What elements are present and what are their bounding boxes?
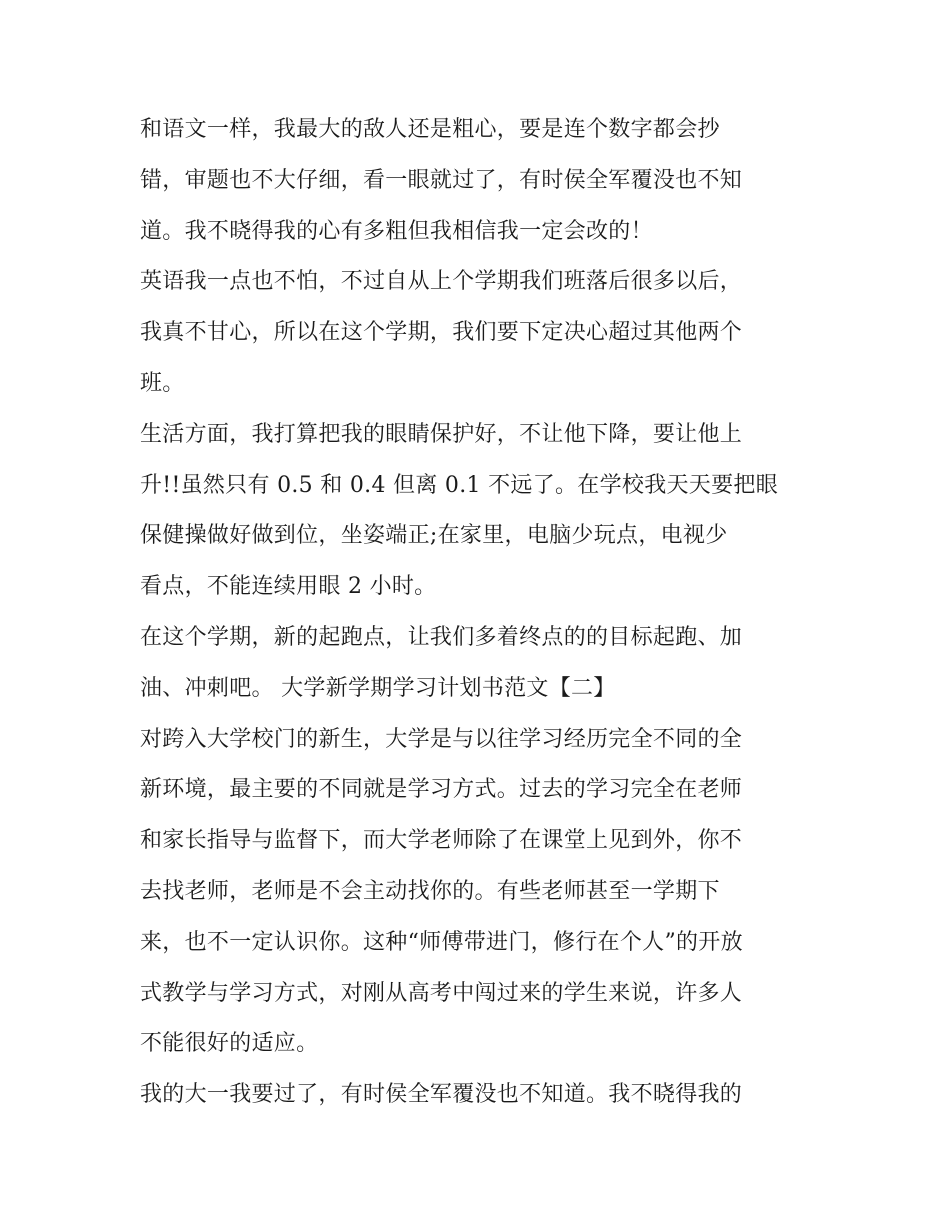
text-line: 升!!虽然只有 0.5 和 0.4 但离 0.1 不远了。在学校我天天要把眼 (140, 472, 779, 498)
text-line: 来，也不一定认识你。这种“师傅带进门，修行在个人”的开放 (140, 929, 743, 955)
text-line: 我真不甘心，所以在这个学期，我们要下定决心超过其他两个 (140, 320, 743, 346)
text-line: 和语文一样，我最大的敌人还是粗心，要是连个数字都会抄 (140, 117, 720, 142)
text-line: 式教学与学习方式，对刚从高考中闯过来的学生来说，许多人 (140, 980, 743, 1006)
text-line: 我的大一我要过了，有时侯全军覆没也不知道。我不晓得我的 (140, 1082, 743, 1108)
text-line: 不能很好的适应。 (140, 1031, 319, 1057)
text-line: 新环境，最主要的不同就是学习方式。过去的学习完全在老师 (140, 777, 743, 803)
text-line: 生活方面，我打算把我的眼睛保护好，不让他下降，要让他上 (140, 421, 743, 447)
text-line: 保健操做好做到位，坐姿端正;在家里，电脑少玩点，电视少 (140, 523, 728, 549)
text-line: 道。我不晓得我的心有多粗但我相信我一定会改的！ (140, 218, 653, 244)
text-line: 看点，不能连续用眼 2 小时。 (140, 574, 437, 600)
text-line: 英语我一点也不怕，不过自从上个学期我们班落后很多以后， (140, 269, 743, 295)
text-line: 错，审题也不大仔细，看一眼就过了，有时侯全军覆没也不知 (140, 167, 743, 193)
document-page (140, 105, 815, 1121)
text-line: 对跨入大学校门的新生，大学是与以往学习经历完全不同的全 (140, 726, 743, 752)
text-line: 在这个学期，新的起跑点，让我们多着终点的的目标起跑、加 (140, 624, 743, 650)
text-line: 和家长指导与监督下，而大学老师除了在课堂上见到外，你不 (140, 828, 743, 854)
text-line: 油、冲刺吧。 大学新学期学习计划书范文【二】 (140, 675, 616, 701)
text-line: 班。 (140, 370, 185, 396)
text-line: 去找老师，老师是不会主动找你的。有些老师甚至一学期下 (140, 878, 720, 904)
